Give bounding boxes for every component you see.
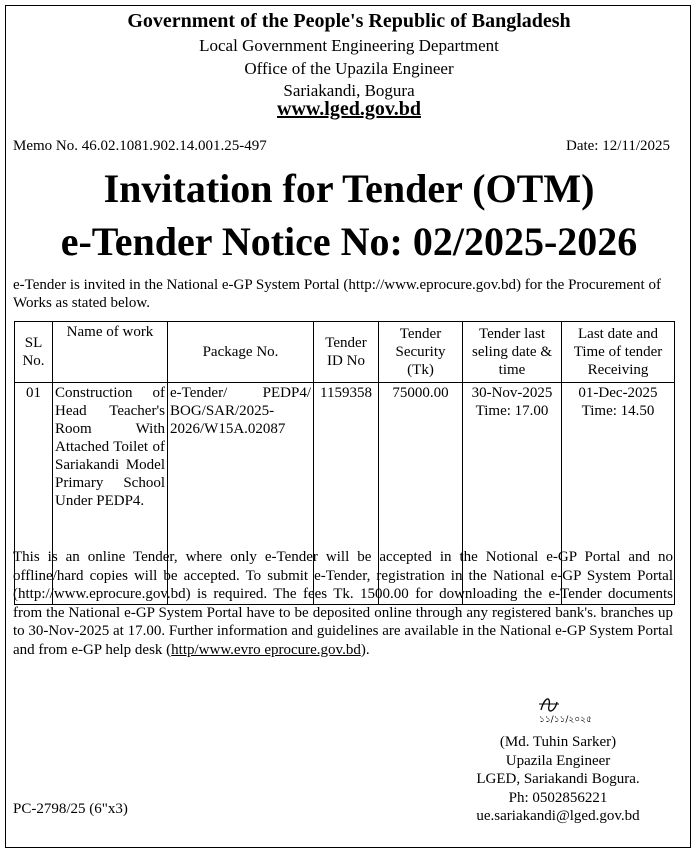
table-header-row — [15, 322, 675, 383]
pc-number: PC-2798/25 (6"x3) — [13, 801, 128, 817]
signatory-office: LGED, Sariakandi Bogura. — [476, 771, 640, 788]
header-selling-date: Tender last seling date & time — [463, 322, 562, 383]
signature-drawing — [535, 692, 609, 732]
signatory-email[interactable]: ue.sariakandi@lged.gov.bd — [476, 808, 640, 825]
cell-sl: 01 — [15, 383, 53, 605]
notice-title: Invitation for Tender (OTM) — [103, 166, 595, 211]
header-name-of-work: Name of work — [53, 322, 168, 383]
handwritten-signature — [535, 692, 609, 737]
instructions-paragraph — [13, 548, 673, 660]
signatory-designation: Upazila Engineer — [505, 752, 611, 769]
receiving-date: 01-Dec-2025 — [578, 385, 658, 401]
intro-paragraph: e-Tender is invited in the National e-GP System Portal (http://www.eprocure.gov.bd) for the Procurement of Works as stated below. — [13, 277, 661, 311]
memo-date: Date: 12/11/2025 — [565, 138, 670, 154]
help-desk-link[interactable]: http/www.evro eprocure.gov.bd — [171, 641, 361, 658]
office-name: Office of the Upazila Engineer — [244, 59, 454, 78]
header-security: Tender Security (Tk) — [379, 322, 463, 383]
department-name: Local Government Engineering Department — [199, 36, 499, 55]
header-tender-id: Tender ID No — [314, 322, 379, 383]
cell-package: e-Tender/ PEDP4/ BOG/SAR/2025-2026/W15A.02087 — [168, 383, 314, 605]
instructions-end: ). — [360, 641, 370, 658]
notice-number: e-Tender Notice No: 02/2025-2026 — [60, 219, 638, 264]
receiving-time: Time: 14.50 — [581, 403, 655, 419]
website-link[interactable]: www.lged.gov.bd — [277, 98, 421, 120]
office-location: Sariakandi, Bogura — [283, 81, 415, 100]
header-package: Package No. — [168, 322, 314, 383]
instructions-text: This is an online Tender, where only e-Tender will be accepted in the Notional e-GP Portal and no offline/hard copies will be accepted. To submit e-Tender, registration in the National e-GP System Portal (http://www.eprocure.gov.bd) is required. The fees Tk. 1500.00 for downloading the e-Tender documents from the National e-GP System Portal have to be deposited online through any registered bank's. branches up to 30-Nov-2025 at 17.00. Further information and guidelines are available in the National e-GP System Portal and from e-GP help desk ( — [13, 549, 673, 658]
signatory-phone: Ph: 0502856221 — [508, 789, 608, 806]
selling-date: 30-Nov-2025 — [471, 385, 553, 401]
signatory-name: (Md. Tuhin Sarker) — [499, 734, 617, 750]
signature-block — [452, 733, 664, 826]
cell-tender-id: 1159358 — [314, 383, 379, 605]
cell-security: 75000.00 — [379, 383, 463, 605]
header-sl: SL No. — [15, 322, 53, 383]
government-heading: Government of the People's Republic of Bangladesh — [127, 10, 571, 32]
memo-number: Memo No. 46.02.1081.902.14.001.25-497 — [13, 138, 267, 154]
website-line — [0, 98, 698, 121]
selling-time: Time: 17.00 — [475, 403, 549, 419]
signature-date: ১১/১১/২০২৫ — [539, 715, 592, 725]
cell-name-of-work: Construction of Head Teacher's Room With Attached Toilet of Sariakandi Model Primary School Under PEDP4. — [53, 383, 168, 605]
header-receiving-date: Last date and Time of tender Receiving — [562, 322, 675, 383]
